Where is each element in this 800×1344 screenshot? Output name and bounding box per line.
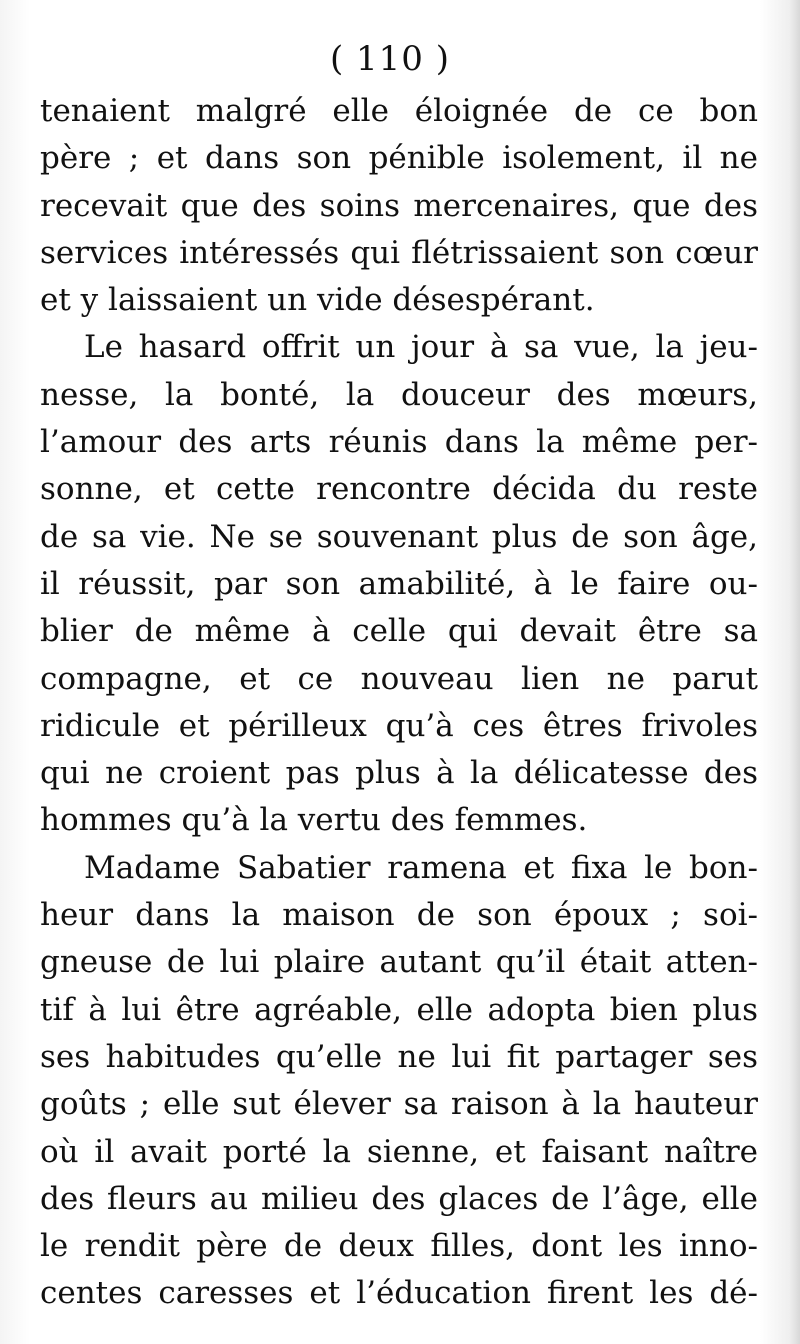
text-line: Madame Sabatier ramena et fixa le bon- xyxy=(84,849,758,886)
text-line: tenaient malgré elle éloignée de ce bon xyxy=(40,93,758,129)
text-line: Le hasard offrit un jour à sa vue, la jeu- xyxy=(84,329,758,366)
text-line: tif à lui être agréable, elle adopta bien plus xyxy=(40,991,758,1028)
text-line: l’amour des arts réunis dans la même per- xyxy=(40,424,758,461)
text-line: des fleurs au milieu des glaces de l’âge, elle xyxy=(40,1180,758,1217)
text-line: il réussit, par son amabilité, à le faire ou- xyxy=(40,565,758,602)
text-line: ridicule et périlleux qu’à ces êtres frivoles xyxy=(40,707,758,744)
text-line: goûts ; elle sut élever sa raison à la hauteur xyxy=(40,1086,758,1123)
text-line: gneuse de lui plaire autant qu’il était atten- xyxy=(40,944,758,981)
text-line: services intéressés qui flétrissaient son cœur xyxy=(40,234,758,271)
text-line: où il avait porté la sienne, et faisant naître xyxy=(40,1133,758,1170)
text-line: blier de même à celle qui devait être sa xyxy=(40,613,758,650)
text-line: sonne, et cette rencontre décida du reste xyxy=(40,471,758,508)
text-line: et y laissaient un vide désespérant. xyxy=(40,282,595,319)
body-text xyxy=(40,88,758,1318)
text-line: recevait que des soins mercenaires, que des xyxy=(40,187,758,224)
text-line: qui ne croient pas plus à la délicatesse des xyxy=(40,755,758,792)
text-line: centes caresses et l’éducation firent les dé- xyxy=(40,1275,758,1312)
text-line: ses habitudes qu’elle ne lui fit partager ses xyxy=(40,1038,758,1075)
page-number: ( 110 ) xyxy=(329,39,451,79)
text-line: nesse, la bonté, la douceur des mœurs, xyxy=(40,376,758,413)
text-line: le rendit père de deux filles, dont les inno- xyxy=(40,1228,758,1265)
text-line: heur dans la maison de son époux ; soi- xyxy=(40,897,758,934)
text-line: hommes qu’à la vertu des femmes. xyxy=(40,802,588,839)
page-edge-shadow xyxy=(790,0,800,1344)
text-line: père ; et dans son pénible isolement, il ne xyxy=(40,140,758,177)
text-line: compagne, et ce nouveau lien ne parut xyxy=(40,660,758,697)
text-line: de sa vie. Ne se souvenant plus de son âge, xyxy=(40,518,758,555)
